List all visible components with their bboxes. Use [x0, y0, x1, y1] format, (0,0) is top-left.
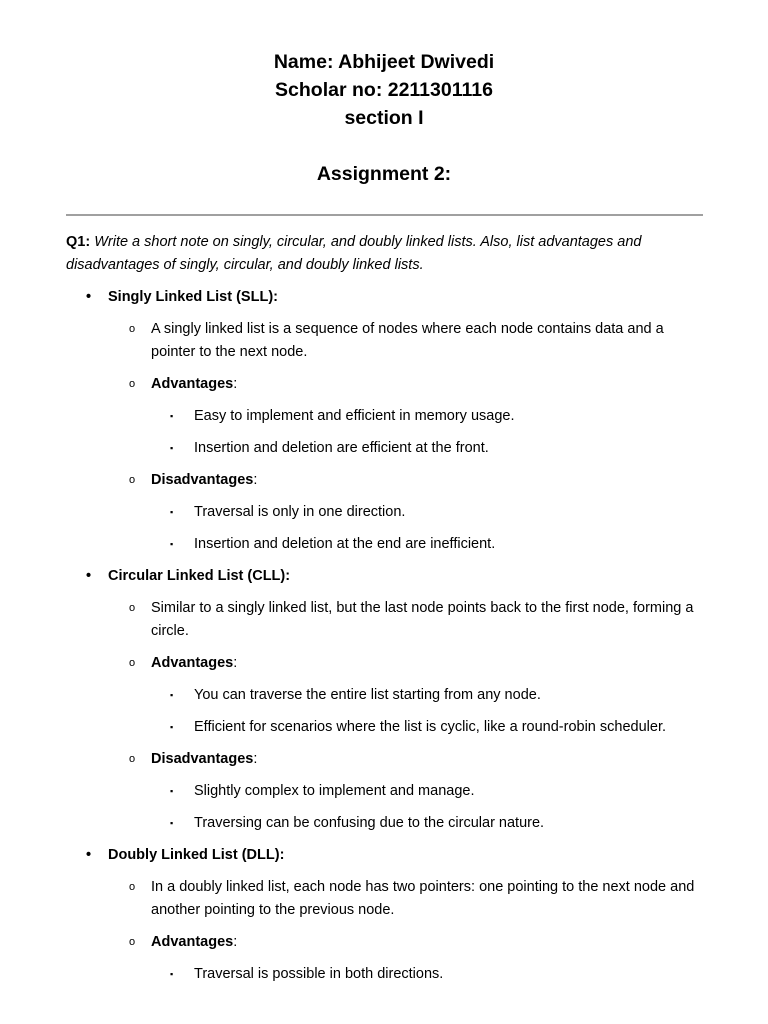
advantages-label: Advantages [151, 934, 234, 950]
list-item: ▪ Insertion and deletion are efficient at the front. [66, 437, 706, 460]
list-item: ▪ Efficient for scenarios where the list is cyclic, like a round-robin scheduler. [66, 716, 706, 739]
list-item: ▪ Traversal is possible in both directions. [66, 963, 706, 986]
disadvantages-label: Disadvantages [151, 472, 254, 488]
sll-advantages-heading: o Advantages: [66, 373, 706, 396]
scholar-number: Scholar no: 2211301116 [275, 79, 493, 101]
advantages-label: Advantages [151, 655, 234, 671]
question-label: Q1: [66, 234, 91, 250]
document-body [66, 231, 706, 995]
cll-description: o Similar to a singly linked list, but the last node points back to the first node, forming a circle. [66, 597, 706, 643]
section-label: section I [344, 107, 424, 129]
assignment-title: Assignment 2: [316, 163, 452, 185]
sll-heading: • Singly Linked List (SLL): [66, 286, 706, 309]
question-text: Write a short note on singly, circular, and doubly linked lists. Also, list advantages and disadvantages of singly, circular, and doubly linked lists. [66, 234, 642, 273]
list-item: ▪ Traversal is only in one direction. [66, 501, 706, 524]
disadvantages-label: Disadvantages [151, 751, 254, 767]
document-header [0, 48, 768, 188]
list-item: ▪ You can traverse the entire list starting from any node. [66, 684, 706, 707]
sll-disadvantages-heading: o Disadvantages: [66, 469, 706, 492]
question-1 [66, 231, 706, 277]
list-item: ▪ Traversing can be confusing due to the circular nature. [66, 812, 706, 835]
dll-description: o In a doubly linked list, each node has two pointers: one pointing to the next node and another pointing to the previous node. [66, 876, 706, 922]
sll-description: o A singly linked list is a sequence of nodes where each node contains data and a pointer to the next node. [66, 318, 706, 364]
cll-advantages-heading: o Advantages: [66, 652, 706, 675]
horizontal-rule [66, 214, 703, 216]
dll-heading: • Doubly Linked List (DLL): [66, 844, 706, 867]
cll-heading: • Circular Linked List (CLL): [66, 565, 706, 588]
list-item: ▪ Insertion and deletion at the end are inefficient. [66, 533, 706, 556]
advantages-label: Advantages [151, 376, 234, 392]
cll-disadvantages-heading: o Disadvantages: [66, 748, 706, 771]
list-item: ▪ Easy to implement and efficient in memory usage. [66, 405, 706, 428]
student-name: Name: Abhijeet Dwivedi [273, 51, 495, 73]
dll-advantages-heading: o Advantages: [66, 931, 706, 954]
list-item: ▪ Slightly complex to implement and manage. [66, 780, 706, 803]
